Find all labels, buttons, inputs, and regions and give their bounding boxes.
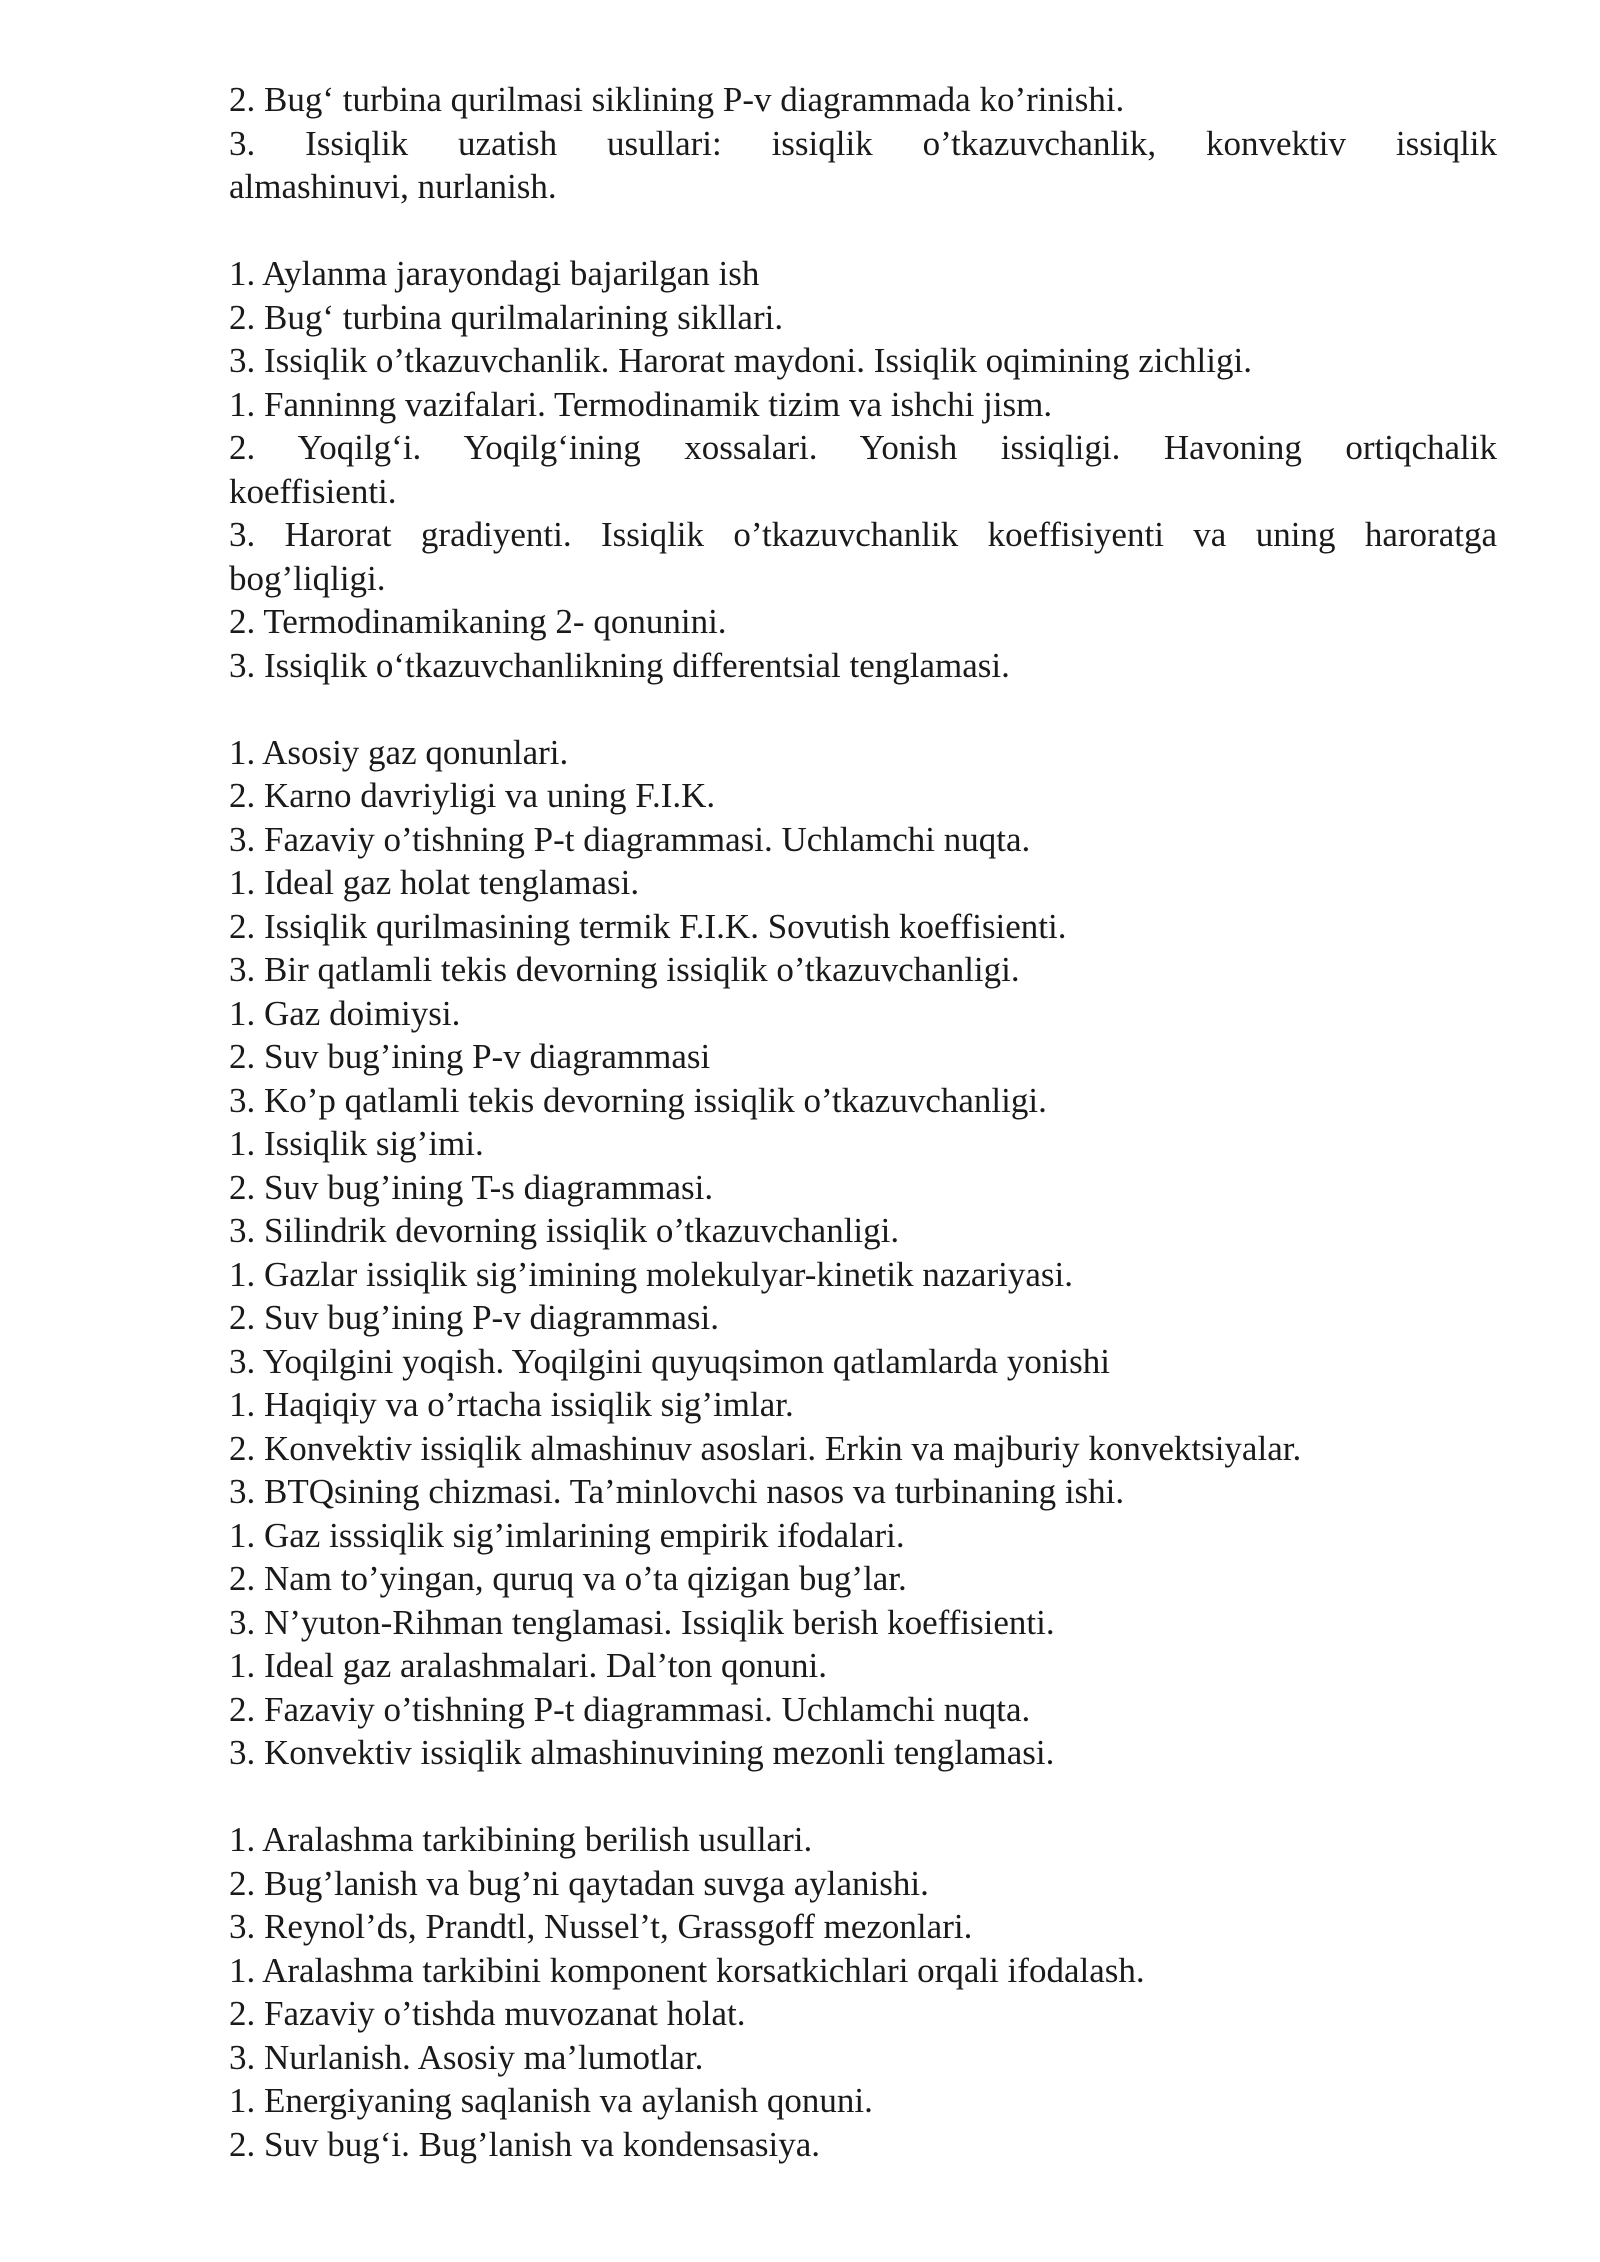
text-line: 2. Fazaviy o’tishda muvozanat holat. bbox=[229, 1994, 746, 2033]
text-line: 2. Termodinamikaning 2- qonunini. bbox=[229, 602, 727, 641]
text-line: 2. Konvektiv issiqlik almashinuv asoslari. Erkin va majburiy konvektsiyalar. bbox=[229, 1428, 1302, 1468]
text-line: almashinuvi, nurlanish. bbox=[229, 167, 557, 206]
text-line: 3. BTQsining chizmasi. Ta’minlovchi nasos va turbinaning ishi. bbox=[229, 1472, 1125, 1511]
text-line: bog’liqligi. bbox=[229, 558, 386, 598]
text-line: 2. Bug’lanish va bug’ni qaytadan suvga aylanishi. bbox=[229, 1863, 929, 1903]
text-line: 1. Gaz isssiqlik sig’imlarining empirik ifodalari. bbox=[229, 1515, 905, 1555]
text-line: koeffisienti. bbox=[229, 471, 397, 511]
text-line: 3. Bir qatlamli tekis devorning issiqlik o’tkazuvchanligi. bbox=[229, 950, 1020, 989]
text-line: 1. Haqiqiy va o’rtacha issiqlik sig’imlar. bbox=[229, 1385, 794, 1424]
text-line: 3. Reynol’ds, Prandtl, Nussel’t, Grassgoff mezonlari. bbox=[229, 1907, 973, 1946]
paragraph-gap bbox=[229, 687, 1497, 731]
document-page bbox=[229, 78, 1497, 2166]
text-line: 1. Energiyaning saqlanish va aylanish qonuni. bbox=[229, 2081, 873, 2120]
text-line: 3. Silindrik devorning issiqlik o’tkazuvchanligi. bbox=[229, 1211, 900, 1250]
text-line: 1. Fanninng vazifalari. Termodinamik tizim va ishchi jism. bbox=[229, 384, 1053, 424]
text-line: 3. Issiqlik o’tkazuvchanlik. Harorat maydoni. Issiqlik oqimining zichligi. bbox=[229, 341, 1252, 380]
text-line: 2. Issiqlik qurilmasining termik F.I.K. Sovutish koeffisienti. bbox=[229, 906, 1067, 946]
paragraph-gap bbox=[229, 1775, 1497, 1819]
text-line: 3. Harorat gradiyenti. Issiqlik o’tkazuvchanlik koeffisiyenti va uning haroratga bbox=[229, 515, 1497, 554]
text-line: 3. Nurlanish. Asosiy ma’lumotlar. bbox=[229, 2037, 704, 2077]
text-line: 1. Asosiy gaz qonunlari. bbox=[229, 732, 569, 772]
text-line: 2. Suv bug’ining T-s diagrammasi. bbox=[229, 1167, 714, 1207]
text-line: 1. Aylanma jarayondagi bajarilgan ish bbox=[229, 254, 760, 293]
text-line: 3. N’yuton-Rihman tenglamasi. Issiqlik berish koeffisienti. bbox=[229, 1602, 1055, 1642]
paragraph-gap bbox=[229, 209, 1497, 253]
text-line: 2. Karno davriyligi va uning F.I.K. bbox=[229, 776, 716, 815]
text-line: 2. Nam to’yingan, quruq va o’ta qizigan bug’lar. bbox=[229, 1559, 907, 1598]
text-line: 2. Yoqilg‘i. Yoqilg‘ining xossalari. Yonish issiqligi. Havoning ortiqchalik bbox=[229, 428, 1497, 467]
text-line: 3. Issiqlik uzatish usullari: issiqlik o’tkazuvchanlik, konvektiv issiqlik bbox=[229, 123, 1497, 163]
text-line: 3. Ko’p qatlamli tekis devorning issiqlik o’tkazuvchanligi. bbox=[229, 1080, 1047, 1120]
text-line: 1. Aralashma tarkibini komponent korsatkichlari orqali ifodalash. bbox=[229, 1950, 1145, 1990]
text-line: 3. Issiqlik o‘tkazuvchanlikning differentsial tenglamasi. bbox=[229, 645, 1010, 685]
text-line: 1. Ideal gaz aralashmalari. Dal’ton qonuni. bbox=[229, 1646, 828, 1685]
text-line: 2. Suv bug’ining P-v diagrammasi bbox=[229, 1037, 711, 1076]
text-line: 3. Konvektiv issiqlik almashinuvining mezonli tenglamasi. bbox=[229, 1733, 1055, 1772]
text-line: 1. Ideal gaz holat tenglamasi. bbox=[229, 863, 640, 902]
text-line: 1. Gazlar issiqlik sig’imining molekulyar-kinetik nazariyasi. bbox=[229, 1254, 1073, 1294]
text-line: 1. Issiqlik sig’imi. bbox=[229, 1124, 484, 1163]
text-line: 1. Aralashma tarkibining berilish usullari. bbox=[229, 1820, 813, 1859]
text-line: 3. Fazaviy o’tishning P-t diagrammasi. Uchlamchi nuqta. bbox=[229, 819, 1031, 859]
text-line: 1. Gaz doimiysi. bbox=[229, 993, 461, 1033]
text-line: 3. Yoqilgini yoqish. Yoqilgini quyuqsimon qatlamlarda yonishi bbox=[229, 1341, 1110, 1381]
text-line: 2. Bug‘ turbina qurilmalarining sikllari. bbox=[229, 297, 784, 337]
text-line: 2. Fazaviy o’tishning P-t diagrammasi. Uchlamchi nuqta. bbox=[229, 1689, 1031, 1729]
text-line: 2. Bug‘ turbina qurilmasi siklining P-v diagrammada ko’rinishi. bbox=[229, 80, 1125, 119]
text-line: 2. Suv bug’ining P-v diagrammasi. bbox=[229, 1298, 719, 1337]
text-line: 2. Suv bug‘i. Bug’lanish va kondensasiya. bbox=[229, 2124, 821, 2164]
